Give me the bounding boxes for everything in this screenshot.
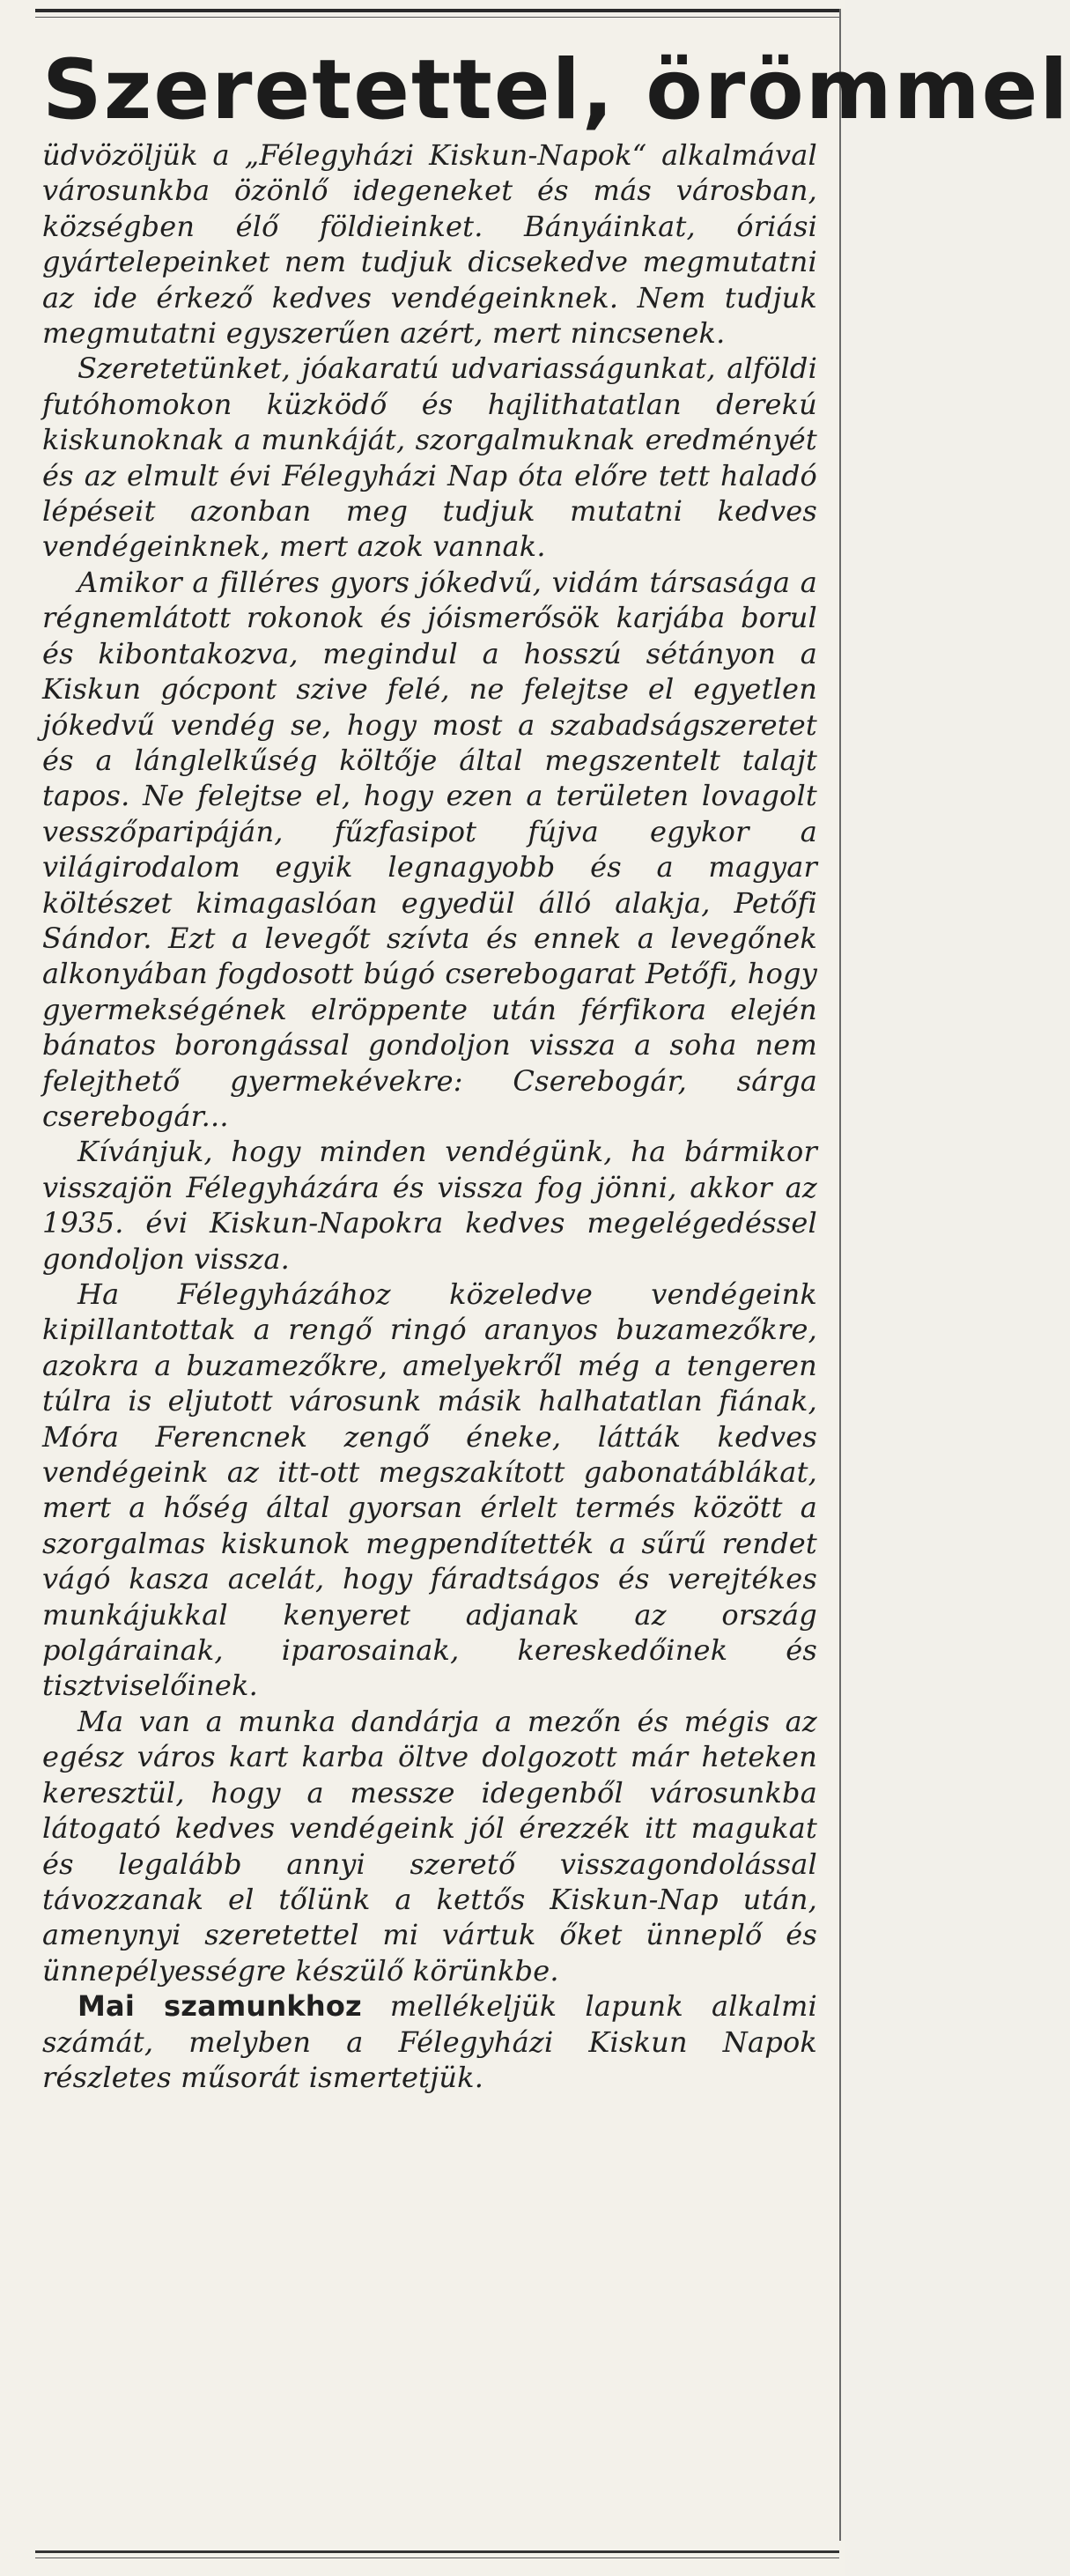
top-rule-thick	[35, 9, 839, 12]
article-headline: Szeretettel, örömmel	[42, 42, 1070, 138]
closing-rest: mellékeljük lapunk alkalmi számát, melyben a Félegyházi Kiskun Napok részletes műsorát ismertetjük.	[42, 1989, 817, 2094]
paragraph-2: Szeretetünket, jóakaratú udvariasságunkat, alföldi futóhomokon küzködő és hajlithatatlan derekú kiskunoknak a munkáját, szorgalmuknak eredményét és az elmult évi Félegyházi Nap óta előre tett haladó lépéseit azonban meg tudjuk mutatni kedves vendégeinknek, mert azok vannak.	[42, 352, 817, 564]
bottom-rule-thick	[35, 2550, 839, 2553]
paragraph-5: Ha Félegyházához közeledve vendégeink kipillantottak a rengő ringó aranyos buzamezőkre, azokra a buzamezőkre, amelyekről még a tengeren túlra is eljutott városunk másik halhatatlan fiának, Móra Ferencnek zengő éneke, látták kedves vendégeink az itt-ott megszakított gabonatáblákat, mert a hőség által gyorsan érlelt termés között a szorgalmas kiskunok megpendítették a sűrű rendet vágó kasza acelát, hogy fáradtságos és verejtékes munkájukkal kenyeret adjanak az ország polgárainak, iparosainak, kereskedőinek és tisztviselőinek.	[42, 1277, 817, 1703]
column-rule	[839, 9, 841, 2541]
paragraph-3: Amikor a filléres gyors jókedvű, vidám társasága a régnemlátott rokonok és jóismerősök karjába borul és kibontakozva, megindul a hosszú sétányon a Kiskun gócpont szive felé, ne felejtse el egyetlen jókedvű vendég se, hogy most a szabadságszeretet és a lánglelkűség költője által megszentelt talajt tapos. Ne felejtse el, hogy ezen a területen lovagolt vesszőparipáján, fűzfasipot fújva egykor a világirodalom egyik legnagyobb és a magyar költészet kimagaslóan egyedül álló alakja, Petőfi Sándor. Ezt a levegőt szívta és ennek a levegőnek alkonyában fogdosott búgó cserebogarat Petőfi, hogy gyermekségének elröppente után férfikora elején bánatos borongással gondoljon vissza a soha nem felejthető gyermekévekre: Cserebogár, sárga cserebogár...	[42, 565, 817, 1133]
top-rule-thin	[35, 17, 839, 18]
paragraph-1: üdvözöljük a „Félegyházi Kiskun-Napok“ alkalmával városunkba özönlő idegeneket és más városban, községben élő földieinket. Bányáinkat, óriási gyártelepeinket nem tudjuk dicsekedve megmutatni az ide érkező kedves vendégeinknek. Nem tudjuk megmutatni egyszerűen azért, mert nincsenek.	[42, 138, 817, 351]
article-body	[42, 137, 817, 2095]
closing-lead: Mai szamunkhoz	[77, 1989, 362, 2024]
paragraph-6: Ma van a munka dandárja a mezőn és mégis az egész város kart karba öltve dolgozott már heteken keresztül, hogy a messze idegenből városunkba látogató kedves vendégeink jól érezzék itt magukat és legalább annyi szerető visszagondolással távozzanak el tőlünk a kettős Kiskun-Nap után, amenynyi szeretettel mi vártuk őket ünneplő és ünnepélyességre készülő körünkbe.	[42, 1704, 817, 1988]
bottom-rule-thin	[35, 2557, 839, 2558]
paragraph-4: Kívánjuk, hogy minden vendégünk, ha bármikor visszajön Félegyházára és vissza fog jönni, akkor az 1935. évi Kiskun-Napokra kedves megelégedéssel gondoljon vissza.	[42, 1135, 817, 1276]
closing-paragraph	[42, 1988, 817, 2095]
